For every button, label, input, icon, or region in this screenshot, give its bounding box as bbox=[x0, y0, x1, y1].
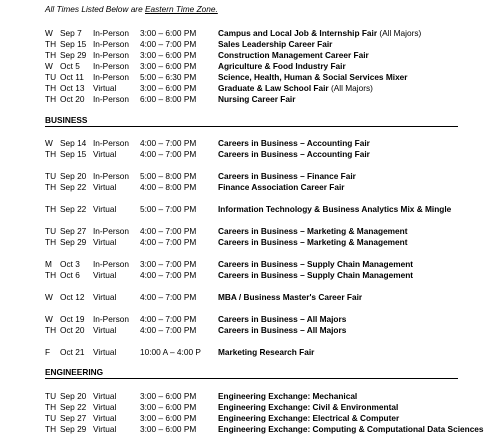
timezone-note bbox=[45, 4, 218, 14]
event-row bbox=[45, 72, 475, 83]
event-time: 5:00 – 7:00 PM bbox=[140, 204, 197, 214]
event-format: In-Person bbox=[93, 226, 129, 236]
event-row bbox=[45, 94, 475, 105]
event-date: Oct 6 bbox=[60, 270, 80, 280]
event-format: Virtual bbox=[93, 391, 117, 401]
event-name: Marketing Research Fair bbox=[218, 347, 315, 357]
event-day: TH bbox=[45, 204, 57, 214]
event-date: Oct 20 bbox=[60, 325, 85, 335]
event-day: TH bbox=[45, 325, 57, 335]
event-name: Careers in Business – Marketing & Management bbox=[218, 226, 408, 236]
event-row bbox=[45, 83, 475, 94]
event-day: TH bbox=[45, 94, 57, 104]
event-time: 4:00 – 7:00 PM bbox=[140, 270, 197, 280]
event-format: In-Person bbox=[93, 259, 129, 269]
event-date: Sep 29 bbox=[60, 237, 87, 247]
event-name: Engineering Exchange: Electrical & Computer bbox=[218, 413, 400, 423]
event-format: Virtual bbox=[93, 237, 117, 247]
event-time: 3:00 – 6:00 PM bbox=[140, 83, 197, 93]
event-name: Careers in Business – Supply Chain Management bbox=[218, 270, 414, 280]
event-name: Agriculture & Food Industry Fair bbox=[218, 61, 346, 71]
event-time: 10:00 A – 4:00 P bbox=[140, 347, 201, 357]
event-time: 3:00 – 6:00 PM bbox=[140, 28, 197, 38]
event-time: 3:00 – 6:00 PM bbox=[140, 391, 197, 401]
event-format: Virtual bbox=[93, 204, 117, 214]
event-day: TH bbox=[45, 402, 57, 412]
event-date: Oct 19 bbox=[60, 314, 85, 324]
event-time: 4:00 – 7:00 PM bbox=[140, 149, 197, 159]
event-date: Sep 29 bbox=[60, 424, 87, 434]
event-name: Nursing Career Fair bbox=[218, 94, 296, 104]
event-name: Engineering Exchange: Computing & Computational Data Sciences bbox=[218, 424, 484, 434]
event-row bbox=[45, 292, 475, 303]
event-name: Careers in Business – Accounting Fair bbox=[218, 138, 370, 148]
event-format: Virtual bbox=[93, 292, 117, 302]
event-row bbox=[45, 171, 475, 182]
event-time: 3:00 – 6:00 PM bbox=[140, 50, 197, 60]
event-date: Sep 27 bbox=[60, 226, 87, 236]
event-name: Campus and Local Job & Internship Fair (All Majors) bbox=[218, 28, 422, 38]
event-date: Sep 22 bbox=[60, 204, 87, 214]
event-format: Virtual bbox=[93, 402, 117, 412]
event-time: 4:00 – 7:00 PM bbox=[140, 226, 197, 236]
event-time: 4:00 – 7:00 PM bbox=[140, 314, 197, 324]
event-day: TH bbox=[45, 237, 57, 247]
event-date: Sep 29 bbox=[60, 50, 87, 60]
event-row bbox=[45, 270, 475, 281]
event-day: TU bbox=[45, 72, 57, 82]
event-time: 3:00 – 6:00 PM bbox=[140, 424, 197, 434]
event-day: W bbox=[45, 314, 53, 324]
event-time: 3:00 – 6:00 PM bbox=[140, 413, 197, 423]
event-name: Careers in Business – Finance Fair bbox=[218, 171, 356, 181]
event-date: Sep 22 bbox=[60, 182, 87, 192]
event-row bbox=[45, 182, 475, 193]
event-format: In-Person bbox=[93, 39, 129, 49]
event-row bbox=[45, 347, 475, 358]
event-format: Virtual bbox=[93, 325, 117, 335]
event-row bbox=[45, 259, 475, 270]
event-day: TH bbox=[45, 270, 57, 280]
event-day: TU bbox=[45, 413, 57, 423]
event-time: 4:00 – 7:00 PM bbox=[140, 292, 197, 302]
event-day: TU bbox=[45, 226, 57, 236]
event-name: Information Technology & Business Analytics Mix & Mingle bbox=[218, 204, 452, 214]
event-day: W bbox=[45, 28, 53, 38]
event-date: Sep 20 bbox=[60, 171, 87, 181]
event-format: In-Person bbox=[93, 72, 129, 82]
event-name: Engineering Exchange: Civil & Environmental bbox=[218, 402, 399, 412]
event-row bbox=[45, 237, 475, 248]
event-name: Sales Leadership Career Fair bbox=[218, 39, 333, 49]
event-name-note: (All Majors) bbox=[328, 83, 373, 93]
timezone-note-link: Eastern Time Zone. bbox=[145, 4, 218, 14]
event-row bbox=[45, 39, 475, 50]
section-heading-engineering: ENGINEERING bbox=[45, 367, 458, 379]
event-time: 6:00 – 8:00 PM bbox=[140, 94, 197, 104]
event-row bbox=[45, 28, 475, 39]
event-date: Oct 21 bbox=[60, 347, 85, 357]
event-row bbox=[45, 314, 475, 325]
event-name: Careers in Business – All Majors bbox=[218, 325, 347, 335]
event-name: Careers in Business – Supply Chain Management bbox=[218, 259, 414, 269]
event-day: F bbox=[45, 347, 51, 357]
event-day: TH bbox=[45, 39, 57, 49]
event-format: In-Person bbox=[93, 314, 129, 324]
event-format: In-Person bbox=[93, 94, 129, 104]
event-row bbox=[45, 149, 475, 160]
event-name: Careers in Business – Accounting Fair bbox=[218, 149, 370, 159]
event-row bbox=[45, 61, 475, 72]
event-date: Oct 13 bbox=[60, 83, 85, 93]
event-format: Virtual bbox=[93, 413, 117, 423]
event-date: Sep 22 bbox=[60, 402, 87, 412]
event-format: Virtual bbox=[93, 270, 117, 280]
event-time: 4:00 – 7:00 PM bbox=[140, 138, 197, 148]
event-name: MBA / Business Master's Career Fair bbox=[218, 292, 363, 302]
event-day: TU bbox=[45, 171, 57, 181]
event-date: Sep 7 bbox=[60, 28, 82, 38]
event-name: Science, Health, Human & Social Services Mixer bbox=[218, 72, 408, 82]
event-time: 4:00 – 8:00 PM bbox=[140, 182, 197, 192]
event-format: Virtual bbox=[93, 83, 117, 93]
event-time: 5:00 – 8:00 PM bbox=[140, 171, 197, 181]
event-format: In-Person bbox=[93, 61, 129, 71]
event-format: In-Person bbox=[93, 50, 129, 60]
event-time: 4:00 – 7:00 PM bbox=[140, 237, 197, 247]
event-row bbox=[45, 325, 475, 336]
event-day: TH bbox=[45, 50, 57, 60]
event-name: Construction Management Career Fair bbox=[218, 50, 369, 60]
event-row bbox=[45, 204, 475, 215]
event-date: Oct 12 bbox=[60, 292, 85, 302]
event-day: TH bbox=[45, 182, 57, 192]
event-time: 3:00 – 6:00 PM bbox=[140, 402, 197, 412]
event-date: Oct 3 bbox=[60, 259, 80, 269]
event-row bbox=[45, 391, 475, 402]
timezone-note-text: All Times Listed Below are bbox=[45, 4, 145, 14]
event-date: Oct 11 bbox=[60, 72, 84, 82]
event-date: Oct 20 bbox=[60, 94, 85, 104]
event-day: TH bbox=[45, 424, 57, 434]
event-date: Sep 27 bbox=[60, 413, 87, 423]
event-row bbox=[45, 226, 475, 237]
event-name: Graduate & Law School Fair (All Majors) bbox=[218, 83, 373, 93]
event-date: Sep 20 bbox=[60, 391, 87, 401]
event-format: In-Person bbox=[93, 171, 129, 181]
event-row bbox=[45, 50, 475, 61]
event-format: In-Person bbox=[93, 138, 129, 148]
event-day: TU bbox=[45, 391, 57, 401]
event-format: Virtual bbox=[93, 424, 117, 434]
event-day: TH bbox=[45, 83, 57, 93]
event-time: 4:00 – 7:00 PM bbox=[140, 39, 197, 49]
event-day: M bbox=[45, 259, 52, 269]
event-date: Sep 15 bbox=[60, 149, 87, 159]
event-format: In-Person bbox=[93, 28, 129, 38]
event-format: Virtual bbox=[93, 182, 117, 192]
section-heading-business: BUSINESS bbox=[45, 115, 458, 127]
event-time: 4:00 – 7:00 PM bbox=[140, 325, 197, 335]
event-row bbox=[45, 402, 475, 413]
event-time: 5:00 – 6:30 PM bbox=[140, 72, 197, 82]
event-day: TH bbox=[45, 149, 57, 159]
event-name: Finance Association Career Fair bbox=[218, 182, 345, 192]
event-format: Virtual bbox=[93, 347, 117, 357]
event-day: W bbox=[45, 292, 53, 302]
event-day: W bbox=[45, 61, 53, 71]
event-row bbox=[45, 138, 475, 149]
event-day: W bbox=[45, 138, 53, 148]
event-format: Virtual bbox=[93, 149, 117, 159]
event-date: Sep 14 bbox=[60, 138, 87, 148]
event-date: Sep 15 bbox=[60, 39, 87, 49]
event-name-note: (All Majors) bbox=[377, 28, 422, 38]
event-date: Oct 5 bbox=[60, 61, 80, 71]
event-name: Careers in Business – All Majors bbox=[218, 314, 347, 324]
event-name: Careers in Business – Marketing & Management bbox=[218, 237, 408, 247]
event-name: Engineering Exchange: Mechanical bbox=[218, 391, 358, 401]
event-time: 3:00 – 7:00 PM bbox=[140, 259, 197, 269]
event-row bbox=[45, 413, 475, 424]
event-time: 3:00 – 6:00 PM bbox=[140, 61, 197, 71]
